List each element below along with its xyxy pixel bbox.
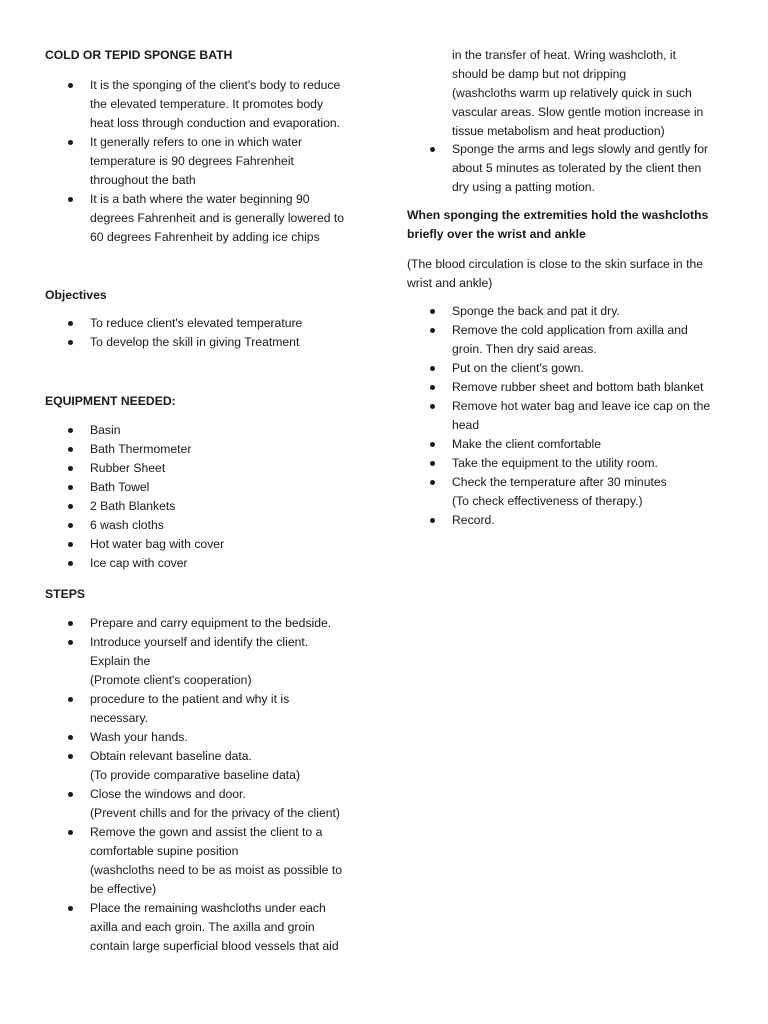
continued-step-text	[407, 46, 703, 141]
steps-list	[45, 614, 365, 956]
list-item	[45, 823, 365, 899]
list-item-text: the elevated temperature. It promotes body	[90, 97, 324, 111]
bullet-icon	[68, 735, 73, 740]
list-item-text: It generally refers to one in which water	[90, 135, 303, 149]
objectives-list	[45, 314, 365, 352]
list-item-text: Place the remaining washcloths under each	[90, 901, 326, 915]
list-item-text: Ice cap with cover	[90, 556, 188, 570]
text-line: briefly over the wrist and ankle	[407, 227, 586, 241]
bullet-icon	[68, 542, 73, 547]
list-item	[45, 747, 365, 785]
bullet-icon	[430, 480, 435, 485]
list-item	[45, 728, 365, 747]
list-item-text: Wash your hands.	[90, 730, 188, 744]
list-item	[45, 554, 365, 573]
list-item-text: (Prevent chills and for the privacy of the client)	[90, 806, 340, 820]
list-item-text: (To provide comparative baseline data)	[90, 768, 301, 782]
list-item	[45, 614, 365, 633]
list-item	[407, 140, 727, 197]
list-item-text: heat loss through conduction and evaporation.	[90, 116, 341, 130]
bullet-icon	[68, 466, 73, 471]
list-item-text: head	[452, 418, 480, 432]
bullet-icon	[68, 447, 73, 452]
list-item-text: dry using a patting motion.	[452, 180, 595, 194]
list-item-text: Remove rubber sheet and bottom bath blanket	[452, 380, 704, 394]
objectives-heading: Objectives	[45, 288, 107, 302]
list-item-text: Remove the cold application from axilla and	[452, 323, 688, 337]
list-item	[45, 421, 365, 440]
bullet-icon	[68, 504, 73, 509]
list-item-text: Introduce yourself and identify the client.	[90, 635, 309, 649]
bullet-icon	[68, 640, 73, 645]
list-item	[45, 690, 365, 728]
list-item-text: degrees Fahrenheit and is generally lowered to	[90, 211, 345, 225]
bullet-icon	[68, 792, 73, 797]
list-item	[45, 497, 365, 516]
list-item-text: Explain the	[90, 654, 151, 668]
bullet-icon	[68, 197, 73, 202]
list-item	[407, 321, 727, 359]
list-item-text: 2 Bath Blankets	[90, 499, 176, 513]
list-item-text: Sponge the back and pat it dry.	[452, 304, 620, 318]
list-item-text: axilla and each groin. The axilla and groin	[90, 920, 315, 934]
list-item-text: To reduce client's elevated temperature	[90, 316, 303, 330]
list-item-text: (Promote client's cooperation)	[90, 673, 252, 687]
list-item	[45, 314, 365, 333]
equipment-list	[45, 421, 365, 573]
bullet-icon	[430, 461, 435, 466]
text-line: (washcloths warm up relatively quick in such	[452, 86, 692, 100]
list-item-text: (washcloths need to be as moist as possible to	[90, 863, 343, 877]
list-item-text: procedure to the patient and why it is	[90, 692, 290, 706]
text-line: vascular areas. Slow gentle motion increase in	[452, 105, 704, 119]
list-item-text: Bath Towel	[90, 480, 150, 494]
list-item-text: groin. Then dry said areas.	[452, 342, 597, 356]
bullet-icon	[430, 518, 435, 523]
bullet-icon	[68, 697, 73, 702]
list-item-text: Make the client comfortable	[452, 437, 602, 451]
list-item-text: (To check effectiveness of therapy.)	[452, 494, 643, 508]
text-line: wrist and ankle)	[407, 276, 493, 290]
list-item-text: 60 degrees Fahrenheit by adding ice chips	[90, 230, 320, 244]
list-item-text: about 5 minutes as tolerated by the client then	[452, 161, 702, 175]
list-item	[45, 633, 365, 690]
list-item	[45, 133, 365, 190]
list-item	[45, 459, 365, 478]
bullet-icon	[68, 906, 73, 911]
list-item-text: To develop the skill in giving Treatment	[90, 335, 300, 349]
bullet-icon	[430, 147, 435, 152]
list-item-text: Hot water bag with cover	[90, 537, 225, 551]
text-line: (The blood circulation is close to the skin surface in the	[407, 257, 704, 271]
bullet-icon	[430, 309, 435, 314]
list-item	[407, 473, 727, 511]
list-item-text: contain large superficial blood vessels that aid	[90, 939, 339, 953]
circulation-note	[407, 255, 703, 293]
intro-list	[45, 76, 365, 247]
bullet-icon	[68, 621, 73, 626]
text-line: When sponging the extremities hold the washcloths	[407, 208, 709, 222]
list-item	[45, 440, 365, 459]
steps-heading: STEPS	[45, 587, 85, 601]
list-item-text: Take the equipment to the utility room.	[452, 456, 658, 470]
bullet-icon	[430, 404, 435, 409]
bullet-icon	[68, 485, 73, 490]
list-item	[407, 378, 727, 397]
equipment-heading: EQUIPMENT NEEDED:	[45, 394, 176, 408]
list-item	[45, 899, 365, 956]
list-item	[407, 454, 727, 473]
list-item	[407, 302, 727, 321]
list-item-text: Prepare and carry equipment to the bedside.	[90, 616, 332, 630]
list-item-text: Put on the client's gown.	[452, 361, 584, 375]
list-item-text: temperature is 90 degrees Fahrenheit	[90, 154, 294, 168]
list-item-text: 6 wash cloths	[90, 518, 164, 532]
bullet-icon	[430, 328, 435, 333]
list-item	[45, 478, 365, 497]
bullet-icon	[430, 366, 435, 371]
bullet-icon	[430, 442, 435, 447]
list-item	[45, 190, 365, 247]
list-item-text: Record.	[452, 513, 495, 527]
list-item-text: comfortable supine position	[90, 844, 239, 858]
list-item	[45, 76, 365, 133]
list-item-text: It is a bath where the water beginning 90	[90, 192, 310, 206]
bullet-icon	[68, 830, 73, 835]
list-item-text: Bath Thermometer	[90, 442, 192, 456]
list-item-text: Close the windows and door.	[90, 787, 246, 801]
bullet-icon	[430, 385, 435, 390]
list-item-text: Basin	[90, 423, 121, 437]
list-item	[45, 516, 365, 535]
text-line: should be damp but not dripping	[452, 67, 627, 81]
steps-list-continued	[407, 140, 727, 197]
text-line: tissue metabolism and heat production)	[452, 124, 665, 138]
document-title: COLD OR TEPID SPONGE BATH	[45, 48, 233, 62]
bullet-icon	[68, 428, 73, 433]
list-item-text: Remove hot water bag and leave ice cap on the	[452, 399, 711, 413]
list-item	[407, 511, 727, 530]
final-steps-list	[407, 302, 727, 530]
bullet-icon	[68, 523, 73, 528]
list-item-text: be effective)	[90, 882, 157, 896]
list-item-text: Obtain relevant baseline data.	[90, 749, 252, 763]
list-item	[407, 397, 727, 435]
bullet-icon	[68, 83, 73, 88]
bullet-icon	[68, 340, 73, 345]
list-item-text: Rubber Sheet	[90, 461, 166, 475]
bullet-icon	[68, 321, 73, 326]
list-item	[407, 435, 727, 454]
bullet-icon	[68, 561, 73, 566]
list-item-text: Remove the gown and assist the client to a	[90, 825, 323, 839]
list-item-text: It is the sponging of the client's body to reduce	[90, 78, 341, 92]
list-item	[407, 359, 727, 378]
list-item-text: necessary.	[90, 711, 149, 725]
text-line: in the transfer of heat. Wring washcloth, it	[452, 48, 676, 62]
list-item-text: Sponge the arms and legs slowly and gently for	[452, 142, 709, 156]
list-item-text: Check the temperature after 30 minutes	[452, 475, 667, 489]
list-item-text: throughout the bath	[90, 173, 196, 187]
list-item	[45, 535, 365, 554]
list-item	[45, 785, 365, 823]
bullet-icon	[68, 754, 73, 759]
extremities-note	[407, 206, 708, 244]
bullet-icon	[68, 140, 73, 145]
list-item	[45, 333, 365, 352]
